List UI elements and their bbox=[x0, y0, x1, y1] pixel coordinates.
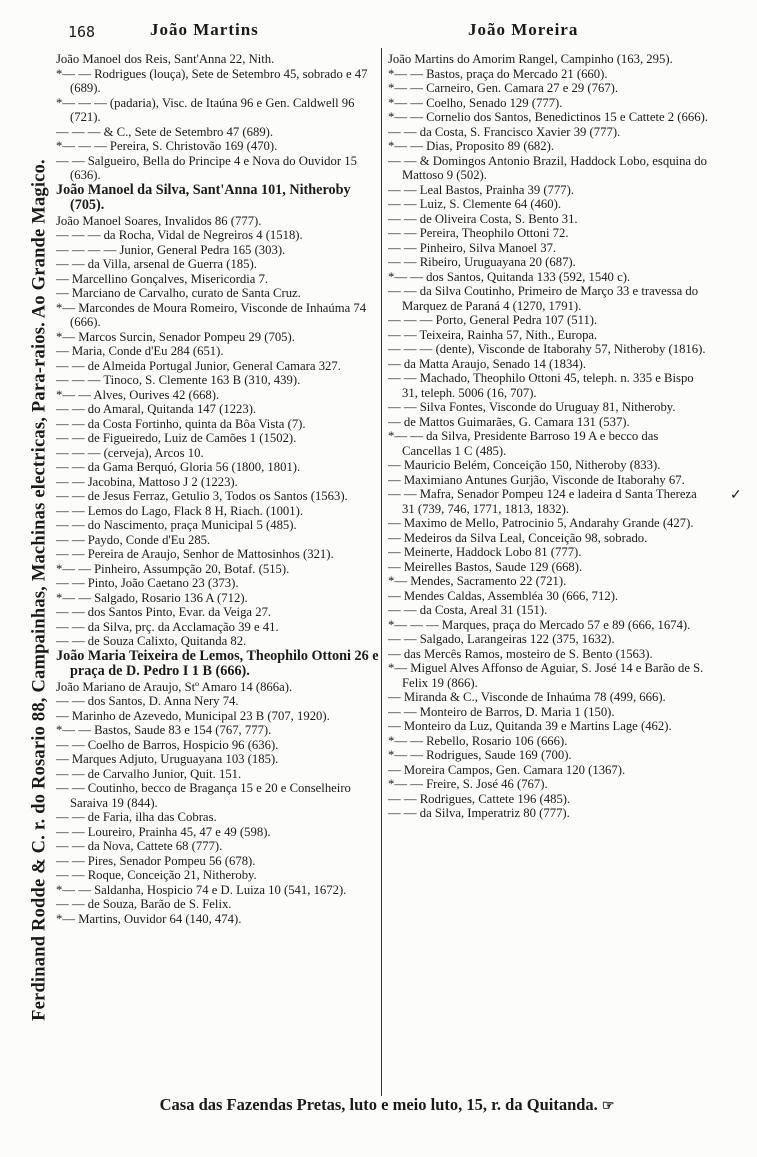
directory-entry: — — de Jesus Ferraz, Getulio 3, Todos os Santos (1563). bbox=[56, 489, 348, 503]
directory-entry: — — Paydo, Conde d'Eu 285. bbox=[56, 532, 211, 547]
directory-entry: — Meinerte, Haddock Lobo 81 (777). bbox=[388, 545, 582, 559]
directory-entry: — — dos Santos, D. Anna Nery 74. bbox=[56, 694, 239, 708]
directory-entry: — — Roque, Conceição 21, Nitheroby. bbox=[56, 868, 257, 882]
directory-entry: — — Pereira de Araujo, Senhor de Mattosinhos (321). bbox=[56, 547, 334, 561]
directory-entry: — — Pinto, João Caetano 23 (373). bbox=[56, 576, 239, 590]
directory-entry: João Manoel dos Reis, Sant'Anna 22, Nith. bbox=[56, 52, 275, 66]
directory-entry: — — Teixeira, Rainha 57, Nith., Europa. bbox=[388, 327, 598, 342]
directory-entry: — — & Domingos Antonio Brazil, Haddock Lobo, esquina do Mattoso 9 (502). bbox=[388, 153, 707, 182]
directory-entry: — — — Porto, General Pedra 107 (511). bbox=[388, 313, 598, 327]
directory-entry: — — Salgado, Larangeiras 122 (375, 1632). bbox=[388, 632, 615, 646]
directory-entry: — Mauricio Belém, Conceição 150, Nitheroby (833). bbox=[388, 458, 661, 472]
right-column bbox=[388, 52, 710, 1092]
directory-entry: *— — Freire, S. José 46 (767). bbox=[388, 777, 548, 791]
directory-entry: — — Leal Bastos, Prainha 39 (777). bbox=[388, 182, 575, 197]
directory-entry: *— Marcos Surcin, Senador Pompeu 29 (705). bbox=[56, 329, 295, 344]
directory-entry: — — de Faria, ilha das Cobras. bbox=[56, 810, 217, 824]
directory-entry: *— Martins, Ouvidor 64 (140, 474). bbox=[56, 911, 242, 926]
directory-entry: *— — Dias, Proposito 89 (682). bbox=[388, 139, 554, 153]
directory-entry: *— — dos Santos, Quitanda 133 (592, 1540 c). bbox=[388, 269, 631, 284]
directory-entry: — — — Tinoco, S. Clemente 163 B (310, 439). bbox=[56, 373, 301, 387]
directory-entry: — — Silva Fontes, Visconde do Uruguay 81, Nitheroby. bbox=[388, 400, 676, 414]
directory-entry: João Martins do Amorim Rangel, Campinho (163, 295). bbox=[388, 52, 673, 66]
directory-entry: — — da Silva, prç. da Acclamação 39 e 41. bbox=[56, 619, 279, 634]
page-number: 168 bbox=[68, 23, 96, 41]
directory-entry: *— — Rodrigues, Saude 169 (700). bbox=[388, 748, 572, 762]
directory-entry: — Meirelles Bastos, Saude 129 (668). bbox=[388, 559, 583, 574]
directory-entry: — da Matta Araujo, Senado 14 (1834). bbox=[388, 356, 587, 371]
directory-entry: — — do Amaral, Quitanda 147 (1223). bbox=[56, 402, 257, 416]
directory-entry: João Maria Teixeira de Lemos, Theophilo Ottoni 26 e praça de D. Pedro I 1 B (666). bbox=[56, 647, 379, 679]
directory-entry: — — Loureiro, Prainha 45, 47 e 49 (598). bbox=[56, 824, 271, 839]
footer-text: Casa das Fazendas Pretas, luto e meio luto, 15, r. da Quitanda. bbox=[159, 1095, 598, 1114]
directory-entry: *— — Bastos, Saude 83 e 154 (767, 777). bbox=[56, 723, 272, 737]
directory-entry: *— — Rodrigues (louça), Sete de Setembro 45, sobrado e 47 (689). bbox=[56, 66, 368, 95]
header-right: João Moreira bbox=[468, 20, 579, 39]
directory-entry: — Marciano de Carvalho, curato de Santa Cruz. bbox=[56, 286, 301, 300]
directory-entry: João Mariano de Araujo, Stº Amaro 14 (866a). bbox=[56, 679, 293, 694]
left-column bbox=[56, 52, 379, 1092]
directory-entry: — — de Carvalho Junior, Quit. 151. bbox=[56, 766, 242, 781]
directory-entry: — — Mafra, Senador Pompeu 124 e ladeira d Santa Thereza 31 (739, 746, 1771, 1813, 1832). bbox=[388, 487, 697, 516]
directory-entry: — Maria, Conde d'Eu 284 (651). bbox=[56, 344, 224, 358]
directory-entry: — — — (dente), Visconde de Itaborahy 57, Nitheroby (1816). bbox=[388, 342, 706, 356]
directory-entry: *— — — (padaria), Visc. de Itaúna 96 e Gen. Caldwell 96 (721). bbox=[56, 95, 355, 124]
directory-entry: *— Miguel Alves Affonso de Aguiar, S. José 14 e Barão de S. Felix 19 (866). bbox=[388, 661, 704, 690]
directory-entry: *— — Alves, Ourives 42 (668). bbox=[56, 387, 220, 402]
column-divider bbox=[381, 48, 382, 1096]
directory-entry: — — da Costa, S. Francisco Xavier 39 (777). bbox=[388, 124, 621, 139]
directory-entry: — — da Costa, Areal 31 (151). bbox=[388, 603, 548, 617]
directory-entry: — — de Souza Calixto, Quitanda 82. bbox=[56, 634, 247, 648]
directory-entry: — — dos Santos Pinto, Evar. da Veiga 27. bbox=[56, 605, 272, 619]
directory-entry: — Marcellino Gonçalves, Misericordia 7. bbox=[56, 271, 269, 286]
directory-entry: — Miranda & C., Visconde de Inhaúma 78 (499, 666). bbox=[388, 690, 666, 704]
directory-entry: — — da Silva Coutinho, Primeiro de Março 33 e travessa do Marquez de Paraná 4 (1270, 1791). bbox=[388, 284, 699, 313]
directory-entry: — — — — Junior, General Pedra 165 (303). bbox=[56, 242, 286, 257]
directory-entry: — — Coelho de Barros, Hospicio 96 (636). bbox=[56, 737, 279, 752]
directory-entry: — — Salgueiro, Bella do Principe 4 e Nova do Ouvidor 15 (636). bbox=[56, 153, 357, 182]
directory-entry: — — de Souza, Barão de S. Felix. bbox=[56, 897, 232, 911]
directory-entry: — — da Gama Berquó, Gloria 56 (1800, 1801). bbox=[56, 460, 301, 474]
directory-entry: — — da Costa Fortinho, quinta da Bôa Vista (7). bbox=[56, 416, 306, 431]
directory-entry: *— — Pinheiro, Assumpção 20, Botaf. (515). bbox=[56, 561, 290, 576]
directory-entry: *— — Carneiro, Gen. Camara 27 e 29 (767). bbox=[388, 81, 619, 95]
directory-entry: — das Mercês Ramos, mosteiro de S. Bento (1563). bbox=[388, 646, 653, 661]
directory-entry: — — Pereira, Theophilo Ottoni 72. bbox=[388, 226, 569, 240]
directory-entry: *— — Saldanha, Hospicio 74 e D. Luiza 10 (541, 1672). bbox=[56, 882, 347, 897]
directory-entry: — — — & C., Sete de Setembro 47 (689). bbox=[56, 124, 274, 139]
header-left: João Martins bbox=[150, 20, 259, 39]
directory-entry: *— — Cornelio dos Santos, Benedictinos 15 e Cattete 2 (666). bbox=[388, 110, 708, 124]
directory-entry: — — Ribeiro, Uruguayana 20 (687). bbox=[388, 255, 576, 269]
directory-entry: — Medeiros da Silva Leal, Conceição 98, sobrado. bbox=[388, 530, 648, 545]
directory-entry: — de Mattos Guimarães, G. Camara 131 (537). bbox=[388, 414, 630, 429]
directory-entry: *— — Rebello, Rosario 106 (666). bbox=[388, 733, 568, 748]
directory-entry: *— — — Marques, praça do Mercado 57 e 89 (666, 1674). bbox=[388, 617, 691, 632]
directory-entry: — — Lemos do Lago, Flack 8 H, Riach. (1001). bbox=[56, 503, 304, 518]
directory-entry: *— — Bastos, praça do Mercado 21 (660). bbox=[388, 66, 608, 81]
directory-entry: — — Luiz, S. Clemente 64 (460). bbox=[388, 197, 562, 211]
directory-entry: — — — da Rocha, Vidal de Negreiros 4 (1518). bbox=[56, 228, 303, 242]
directory-entry: — Maximo de Mello, Patrocinio 5, Andarahy Grande (427). bbox=[388, 516, 694, 530]
directory-entry: — Monteiro da Luz, Quitanda 39 e Martins Lage (462). bbox=[388, 719, 672, 733]
directory-entry: — — de Almeida Portugal Junior, General Camara 327. bbox=[56, 358, 341, 373]
directory-entry: — — Jacobina, Mattoso J 2 (1223). bbox=[56, 474, 238, 489]
directory-entry: — — de Figueiredo, Luiz de Camões 1 (1502). bbox=[56, 431, 297, 445]
directory-entry: *— — da Silva, Presidente Barroso 19 A e becco das Cancellas 1 C (485). bbox=[388, 429, 659, 458]
directory-entry: *— — Coelho, Senado 129 (777). bbox=[388, 95, 563, 110]
directory-entry: — — Pinheiro, Silva Manoel 37. bbox=[388, 240, 557, 255]
directory-entry: — — Coutinho, becco de Bragança 15 e 20 e Conselheiro Saraiva 19 (844). bbox=[56, 781, 351, 810]
directory-entry: — — da Silva, Imperatriz 80 (777). bbox=[388, 806, 570, 820]
directory-entry: — — Machado, Theophilo Ottoni 45, teleph. n. 335 e Bispo 31, teleph. 5006 (16, 707). bbox=[388, 371, 694, 400]
directory-entry: — — Rodrigues, Cattete 196 (485). bbox=[388, 791, 571, 806]
directory-entry: — — do Nascimento, praça Municipal 5 (485). bbox=[56, 518, 297, 532]
directory-entry: *— — Salgado, Rosario 136 A (712). bbox=[56, 590, 248, 605]
directory-entry: — — de Oliveira Costa, S. Bento 31. bbox=[388, 211, 578, 226]
directory-entry: — Marinho de Azevedo, Municipal 23 B (707, 1920). bbox=[56, 708, 330, 723]
directory-entry: — — Pires, Senador Pompeu 56 (678). bbox=[56, 853, 256, 868]
directory-entry: — Mendes Caldas, Assembléa 30 (666, 712). bbox=[388, 588, 619, 603]
margin-mark: ✓ bbox=[730, 488, 742, 503]
directory-entry: *— Mendes, Sacramento 22 (721). bbox=[388, 574, 567, 588]
directory-entry: João Manoel da Silva, Sant'Anna 101, Nitheroby (705). bbox=[56, 181, 351, 213]
side-advertisement: Ferdinand Rodde & C. r. do Rosario 88, Campainhas, Machinas electricas, Para-raios. Ao Grande Magico. bbox=[29, 159, 50, 1021]
pointing-hand-icon: ☞ bbox=[601, 1099, 615, 1114]
directory-entry: — Marques Adjuto, Uruguayana 103 (185). bbox=[56, 752, 279, 766]
directory-entry: — Maximiano Antunes Gurjão, Visconde de Itaborahy 67. bbox=[388, 472, 685, 487]
directory-entry: *— — — Pereira, S. Christovão 169 (470). bbox=[56, 139, 278, 153]
directory-entry: — — — (cerveja), Arcos 10. bbox=[56, 445, 204, 460]
directory-entry: — — da Nova, Cattete 68 (777). bbox=[56, 839, 223, 853]
directory-entry: João Manoel Soares, Invalidos 86 (777). bbox=[56, 213, 262, 228]
footer-advertisement bbox=[62, 1095, 712, 1115]
directory-entry: — Moreira Campos, Gen. Camara 120 (1367). bbox=[388, 762, 626, 777]
directory-entry: *— Marcondes de Moura Romeiro, Visconde de Inhaúma 74 (666). bbox=[56, 300, 367, 329]
directory-entry: — — da Villa, arsenal de Guerra (185). bbox=[56, 257, 257, 271]
directory-entry: — — Monteiro de Barros, D. Maria 1 (150). bbox=[388, 704, 615, 719]
